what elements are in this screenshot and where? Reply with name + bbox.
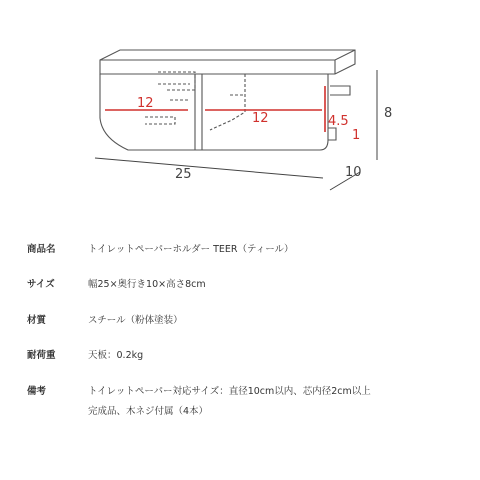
top-shelf-edge	[100, 50, 355, 74]
spec-label: 備考	[27, 386, 47, 397]
width-dim-line	[95, 158, 323, 178]
gap-dim-label: 4.5	[328, 114, 349, 129]
spec-label: サイズ	[27, 279, 55, 290]
spec-label: 耐荷重	[27, 350, 56, 361]
thickness-dim-label: 1	[352, 128, 361, 143]
spec-value: 天板：0.2kg	[88, 350, 144, 361]
spec-value: 幅25×奥行き10×高さ8cm	[88, 279, 206, 290]
spec-label: 材質	[27, 315, 47, 326]
spec-label: 商品名	[27, 244, 56, 255]
width-dim-label: 25	[175, 167, 192, 182]
depth-dim-label: 10	[345, 165, 362, 180]
inner-left-dim-label: 12	[137, 96, 154, 111]
spec-value: 完成品、木ネジ付属（4本）	[88, 406, 209, 417]
inner-right-dim-label: 12	[252, 111, 269, 126]
height-dim-label: 8	[384, 106, 393, 121]
roll-bracket-right	[210, 74, 245, 130]
spec-value: スチール（粉体塗装）	[88, 315, 183, 326]
product-dimension-diagram	[0, 0, 480, 225]
spec-value: トイレットペーパー対応サイズ：直径10cm以内、芯内径2cm以上	[88, 386, 371, 397]
top-shelf-outline	[100, 50, 355, 74]
spec-value: トイレットペーパーホルダー TEER（ティール）	[88, 244, 294, 255]
side-hook	[328, 128, 336, 140]
center-divider	[195, 74, 202, 150]
roll-bar-left	[145, 117, 175, 124]
front-panel	[100, 74, 328, 150]
roll-bracket-left	[158, 72, 195, 100]
roll-bar-right	[330, 86, 350, 95]
